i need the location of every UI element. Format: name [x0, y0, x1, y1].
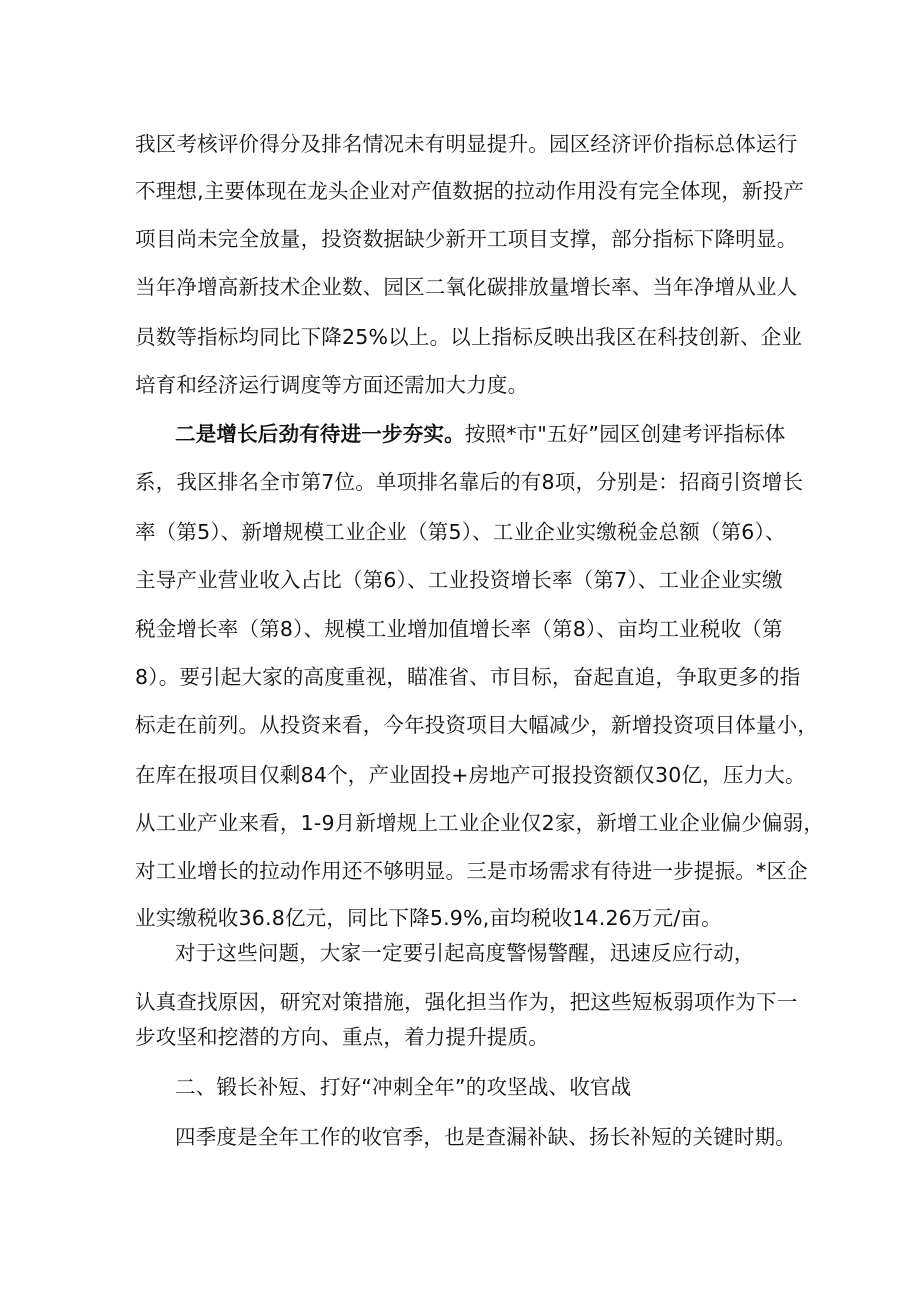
text-line: 税金增长率（第8）、规模工业增加值增长率（第8）、亩均工业税收（第 — [135, 617, 783, 641]
text-line: 8）。要引起大家的高度重视，瞄准省、市目标，奋起直追，争取更多的指 — [135, 665, 801, 689]
paragraph-opening-line — [175, 420, 786, 448]
text-line: 从工业产业来看，1-9月新增规上工业企业仅2家，新增工业企业偏少偏弱， — [135, 811, 825, 835]
section-heading: 二、锻长补短、打好“冲刺全年”的攻坚战、收官战 — [175, 1075, 632, 1099]
text-line: 步攻坚和挖潜的方向、重点，着力提升提质。 — [135, 1025, 549, 1049]
text-line: 四季度是全年工作的收官季，也是查漏补缺、扬长补短的关键时期。 — [175, 1125, 796, 1149]
text-line: 标走在前列。从投资来看，今年投资项目大幅减少，新增投资项目体量小， — [135, 713, 819, 737]
text-line: 主导产业营业收入占比（第6）、工业投资增长率（第7）、工业企业实缴 — [135, 568, 783, 592]
text-line: 员数等指标均同比下降25%以上。以上指标反映出我区在科技创新、企业 — [135, 325, 803, 349]
text-line: 当年净增高新技术企业数、园区二氧化碳排放量增长率、当年净增从业人 — [135, 275, 798, 299]
text-line: 项目尚未完全放量，投资数据缺少新开工项目支撑，部分指标下降明显。 — [135, 227, 798, 251]
text-line: 认真查找原因，研究对策措施，强化担当作为，把这些短板弱项作为下一 — [135, 990, 798, 1014]
text-line: 对工业增长的拉动作用还不够明显。三是市场需求有待进一步提振。*区企 — [135, 859, 808, 883]
text-line: 按照*市"五好”园区创建考评指标体 — [464, 422, 786, 446]
text-line: 不理想,主要体现在龙头企业对产值数据的拉动作用没有完全体现，新投产 — [135, 179, 805, 203]
text-line: 培育和经济运行调度等方面还需加大力度。 — [135, 373, 529, 397]
text-line: 在库在报项目仅剩84个，产业固投+房地产可报投资额仅30亿，压力大。 — [135, 763, 806, 787]
text-line: 率（第5）、新增规模工业企业（第5）、工业企业实缴税金总额（第6）、 — [135, 520, 786, 544]
text-line: 我区考核评价得分及排名情况未有明显提升。园区经济评价指标总体运行 — [135, 132, 798, 156]
text-line: 系，我区排名全市第7位。单项排名靠后的有8项，分别是：招商引资增长 — [135, 470, 804, 494]
text-line: 对于这些问题，大家一定要引起高度警惕警醒，迅速反应行动， — [175, 941, 755, 965]
text-line: 业实缴税收36.8亿元，同比下降5.9%,亩均税收14.26万元/亩。 — [135, 906, 722, 930]
paragraph-heading: 二是增长后劲有待进一步夯实。 — [175, 422, 465, 446]
